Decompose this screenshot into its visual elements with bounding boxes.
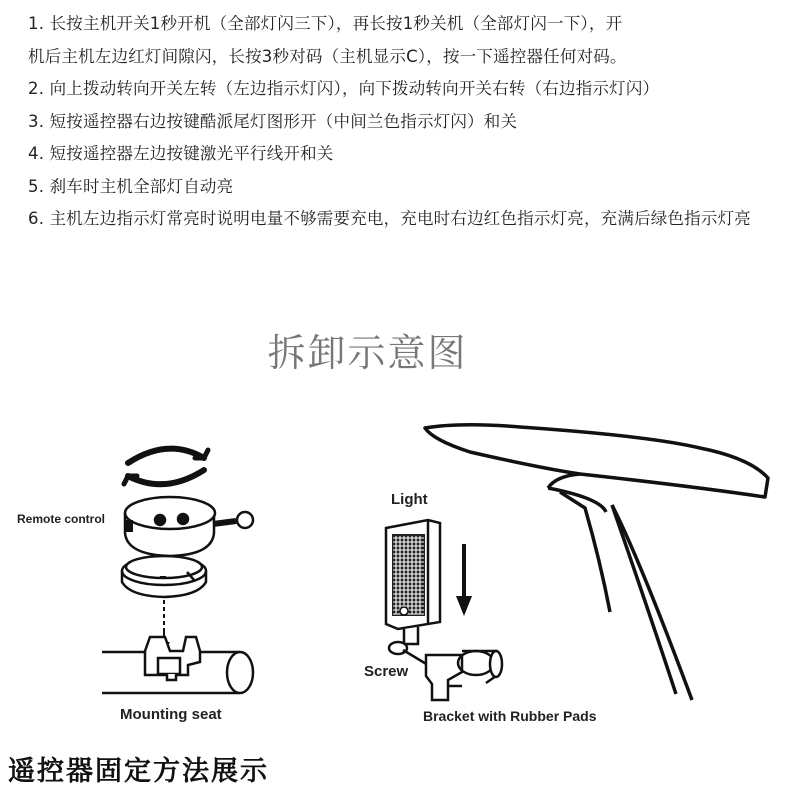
mounting-seat-label: Mounting seat: [120, 706, 222, 723]
instruction-line-2: 2. 向上拨动转向开关左转（左边指示灯闪），向下拨动转向开关右转（右边指示灯闪）: [28, 79, 660, 98]
screw-label: Screw: [364, 663, 409, 680]
bike-saddle-icon: [425, 425, 768, 700]
footer-title: 遥控器固定方法展示: [8, 756, 269, 787]
instruction-line-3: 3. 短按遥控器右边按键酷派尾灯图形开（中间兰色指示灯闪）和关: [28, 111, 518, 131]
instruction-line-1: 1. 长按主机开关1秒开机（全部灯闪三下），再长按1秒关机（全部灯闪一下），开: [28, 14, 623, 33]
instruction-line-4: 4. 短按遥控器左边按键激光平行线开和关: [28, 144, 334, 163]
instruction-line-5: 5. 刹车时主机全部灯自动亮: [28, 176, 234, 196]
mounting-seat: [102, 637, 253, 693]
instruction-line-1-cont: 机后主机左边红灯间隙闪，长按3秒对码（主机显示C），按一下遥控器任何对码。: [28, 46, 627, 66]
light-label: Light: [391, 491, 428, 508]
rotate-arrows-icon: [124, 449, 208, 485]
remote-control-unit: [122, 497, 253, 597]
instruction-line-6: 6. 主机左边指示灯常亮时说明电量不够需要充电，充电时右边红色指示灯亮，充满后绿色指示灯亮: [28, 209, 751, 228]
tail-light-unit: [386, 520, 440, 644]
remote-control-label: Remote control: [17, 512, 106, 526]
diagram-title: 拆卸示意图: [267, 331, 468, 375]
down-arrow-icon: [456, 596, 472, 616]
bracket-label: Bracket with Rubber Pads: [423, 708, 597, 724]
